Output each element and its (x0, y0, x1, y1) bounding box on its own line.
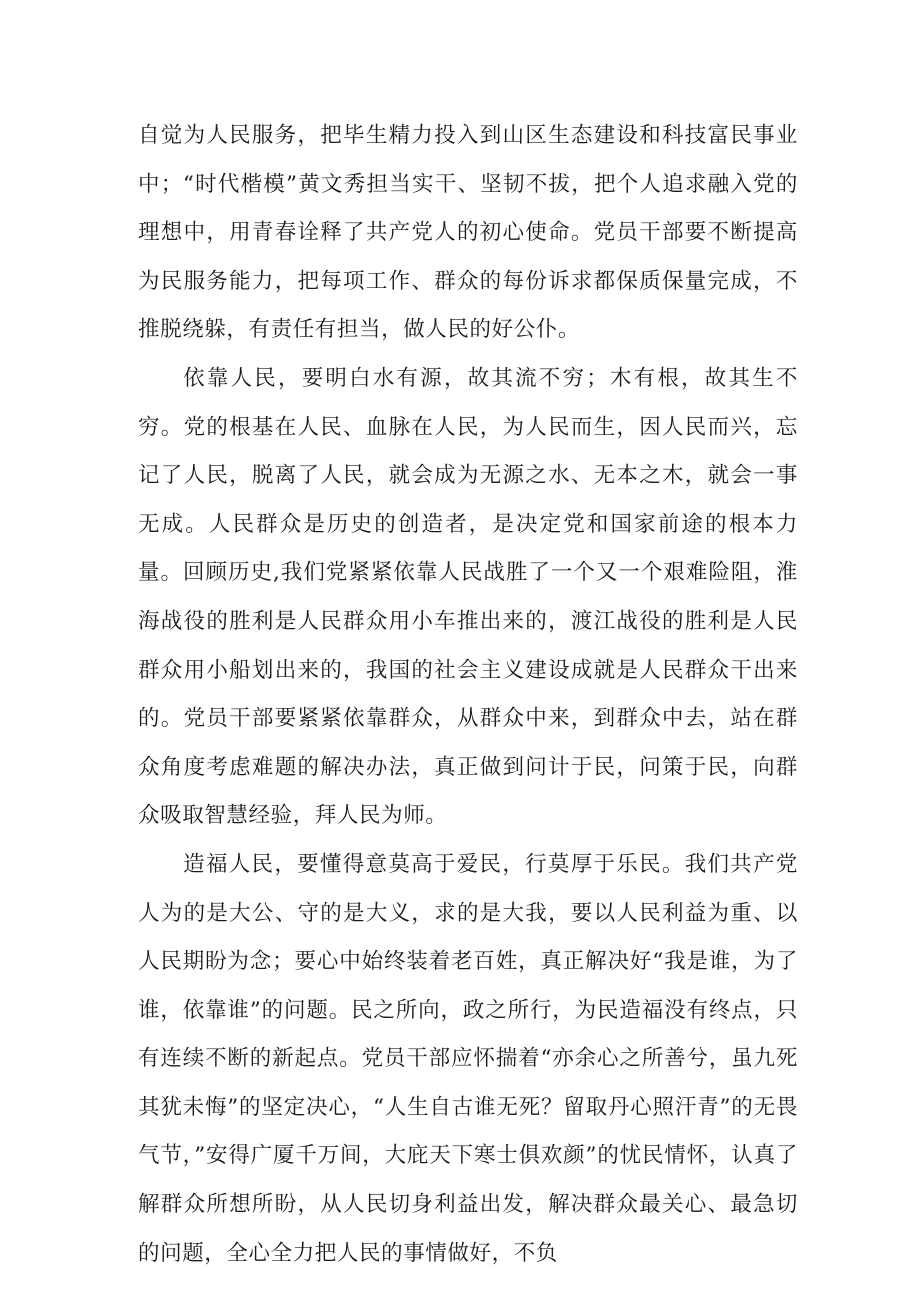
paragraph-2: 依靠人民，要明白水有源，故其流不穷；木有根，故其生不穷。党的根基在人民、血脉在人民，为人民而生，因人民而兴，忘记了人民，脱离了人民，就会成为无源之水、无本之木，就会一事无成。人民群众是历史的创造者，是决定党和国家前途的根本力量。回顾历史,我们党紧紧依靠人民战胜了一个又一个艰难险阻，淮海战役的胜利是人民群众用小车推出来的，渡江战役的胜利是人民群众用小船划出来的，我国的社会主义建设成就是人民群众干出来的。党员干部要紧紧依靠群众，从群众中来，到群众中去，站在群众角度考虑难题的解决办法，真正做到问计于民，问策于民，向群众吸取智慧经验，拜人民为师。 (138, 365, 798, 829)
paragraph-1: 自觉为人民服务，把毕生精力投入到山区生态建设和科技富民事业中；“时代楷模”黄文秀担当实干、坚韧不拔，把个人追求融入党的理想中，用青春诠释了共产党人的初心使命。党员干部要不断提高为民服务能力，把每项工作、群众的每份诉求都保质保量完成，不推脱绕躲，有责任有担当，做人民的好公仆。 (138, 123, 798, 343)
paragraph-3: 造福人民，要懂得意莫高于爱民，行莫厚于乐民。我们共产党人为的是大公、守的是大义，求的是大我，要以人民利益为重、以人民期盼为念；要心中始终装着老百姓，真正解决好“我是谁，为了谁，依靠谁”的问题。民之所向，政之所行，为民造福没有终点，只有连续不断的新起点。党员干部应怀揣着“亦余心之所善兮，虽九死其犹未悔”的坚定决心，“人生自古谁无死？留取丹心照汗青”的无畏气节，”安得广厦千万间，大庇天下寒士俱欢颜”的忧民情怀，认真了解群众所想所盼，从人民切身利益出发，解决群众最关心、最急切的问题，全心全力把人民的事情做好，不负 (138, 851, 798, 1266)
document-body (138, 112, 798, 1278)
